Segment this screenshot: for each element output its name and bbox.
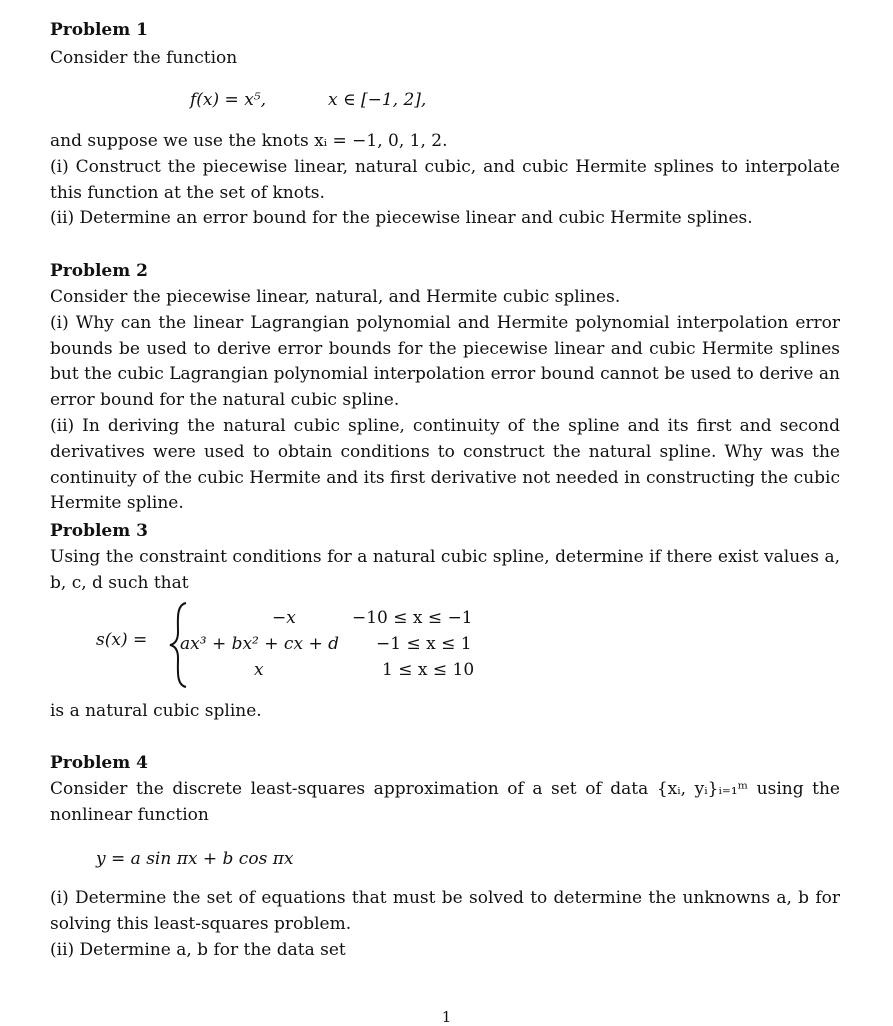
problem-4-paragraph xyxy=(50,886,840,963)
problem-4-part-i: (i) Determine the set of equations that must be solved to determine the unknowns a, b for solving this least-squares problem. xyxy=(50,888,840,934)
problem-2 xyxy=(50,261,840,517)
problem-3-title: Problem 3 xyxy=(50,521,148,541)
piecewise-definition xyxy=(96,600,596,690)
problem-1-part-i: (i) Construct the piecewise linear, natural cubic, and cubic Hermite splines to interpolate this function at the set of knots. xyxy=(50,156,840,203)
problem-1-body xyxy=(50,129,840,232)
problem-2-part-ii: (ii) In deriving the natural cubic spline, continuity of the spline and its first and second derivatives were used to obtain conditions to construct the natural spline. Why was the continuity of the cubic Hermite and its first derivative not needed in constructing the cubic Hermite spline. xyxy=(50,415,840,514)
problem-2-intro: Consider the piecewise linear, natural, and Hermite cubic splines. xyxy=(50,287,621,307)
page-number: 1 xyxy=(441,1008,452,1026)
case-1-condition: −10 ≤ x ≤ −1 xyxy=(352,608,473,628)
problem-2-paragraph xyxy=(50,285,840,517)
case-2-expression: ax³ + bx² + cx + d xyxy=(180,634,339,654)
piecewise-lhs: s(x) = xyxy=(96,630,148,650)
case-3-expression: x xyxy=(254,660,264,680)
problem-4-equation: y = a sin πx + b cos πx xyxy=(96,849,294,869)
problem-1-part-ii: (ii) Determine an error bound for the piecewise linear and cubic Hermite splines. xyxy=(50,208,753,229)
problem-1-paragraph xyxy=(50,129,840,232)
problem-4-part-ii: (ii) Determine a, b for the data set xyxy=(50,939,346,960)
problem-1-knots: and suppose we use the knots xᵢ = −1, 0, 1, 2. xyxy=(50,131,448,151)
problem-1-title: Problem 1 xyxy=(50,20,148,40)
case-1-expression: −x xyxy=(272,608,296,628)
case-2-condition: −1 ≤ x ≤ 1 xyxy=(376,634,472,654)
problem-1-equation-lhs: f(x) = x⁵, xyxy=(190,90,267,110)
problem-1-intro: Consider the function xyxy=(50,48,238,68)
case-3-condition: 1 ≤ x ≤ 10 xyxy=(382,660,475,680)
problem-3 xyxy=(50,521,840,597)
problem-4 xyxy=(50,753,840,829)
problem-3-intro: Using the constraint conditions for a natural cubic spline, determine if there exist values a, b, c, d such that xyxy=(50,547,840,593)
problem-3-footer xyxy=(50,699,840,725)
problem-1 xyxy=(50,20,840,72)
problem-1-equation-domain: x ∈ [−1, 2], xyxy=(328,90,427,110)
problem-2-title: Problem 2 xyxy=(50,261,148,281)
problem-3-outro: is a natural cubic spline. xyxy=(50,701,262,721)
problem-4-intro: Consider the discrete least-squares approximation of a set of data {xᵢ, yᵢ}ᵢ₌₁ᵐ using the nonlinear function xyxy=(50,779,840,825)
problem-4-title: Problem 4 xyxy=(50,753,148,773)
problem-4-body xyxy=(50,886,840,963)
problem-2-part-i: (i) Why can the linear Lagrangian polynomial and Hermite polynomial interpolation error bounds be used to derive error bounds for the piecewise linear and cubic Hermite splines but the cubic Lagrangian polynomial interpolation error bound cannot be used to derive an error bound for the natural cubic spline. xyxy=(50,312,840,411)
